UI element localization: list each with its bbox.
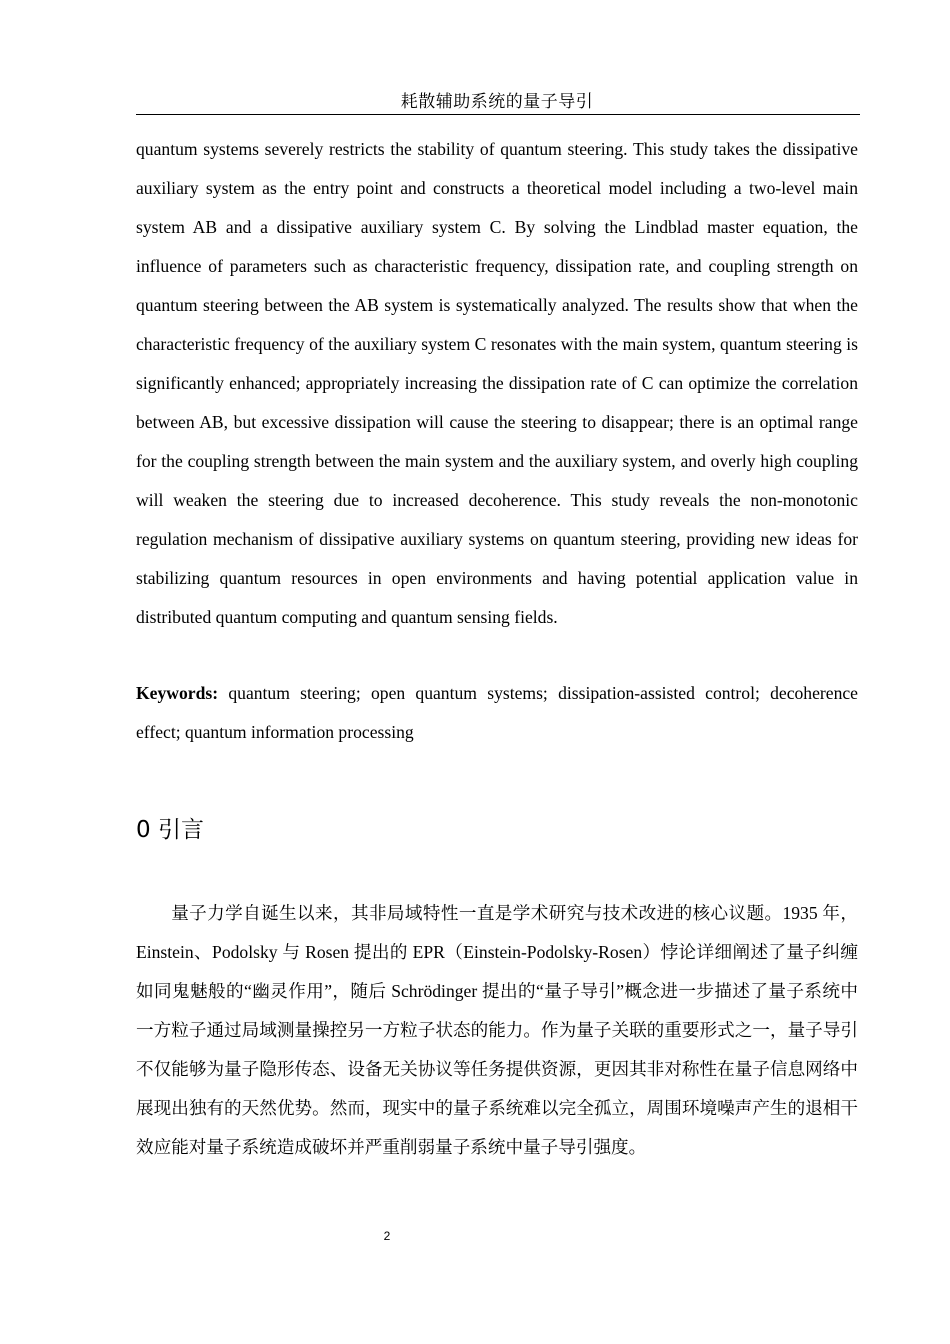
page-number: 2 [383, 1229, 391, 1243]
keywords-text: quantum steering; open quantum systems; dissipation-assisted control; decoherence effect; quantum information processing [136, 683, 858, 742]
abstract-paragraph: quantum systems severely restricts the stability of quantum steering. This study takes the dissipative auxiliary system as the entry point and constructs a theoretical model including a two-level main system AB and a dissipative auxiliary system C. By solving the Lindblad master equation, the influence of parameters such as characteristic frequency, dissipation rate, and coupling strength on quantum steering between the AB system is systematically analyzed. The results show that when the characteristic frequency of the auxiliary system C resonates with the main system, quantum steering is significantly enhanced; appropriately increasing the dissipation rate of C can optimize the correlation between AB, but excessive dissipation will cause the steering to disappear; there is an optimal range for the coupling strength between the main system and the auxiliary system, and overly high coupling will weaken the steering due to increased decoherence. This study reveals the non-monotonic regulation mechanism of dissipative auxiliary systems on quantum steering, providing new ideas for stabilizing quantum resources in open environments and having potential application value in distributed quantum computing and quantum sensing fields. [136, 139, 858, 627]
introduction-paragraph: 量子力学自诞生以来，其非局域特性一直是学术研究与技术改进的核心议题。1935 年，Einstein、Podolsky 与 Rosen 提出的 EPR（Einstein-Podolsky-Rosen）悖论详细阐述了量子纠缠如同鬼魅般的“幽灵作用”，随后 Schrödinger 提出的“量子导引”概念进一步描述了量子系统中一方粒子通过局域测量操控另一方粒子状态的能力。作为量子关联的重要形式之一，量子导引不仅能够为量子隐形传态、设备无关协议等任务提供资源，更因其非对称性在量子信息网络中展现出独有的天然优势。然而，现实中的量子系统难以完全孤立，周围环境噪声产生的退相干效应能对量子系统造成破坏并严重削弱量子系统中量子导引强度。 [136, 903, 858, 1157]
header-rule [136, 114, 860, 115]
section-heading-introduction: 0 引言 [136, 817, 204, 843]
running-header-title: 耗散辅助系统的量子导引 [400, 92, 594, 111]
keywords-line [136, 674, 858, 752]
keywords-label: Keywords: [136, 683, 219, 703]
